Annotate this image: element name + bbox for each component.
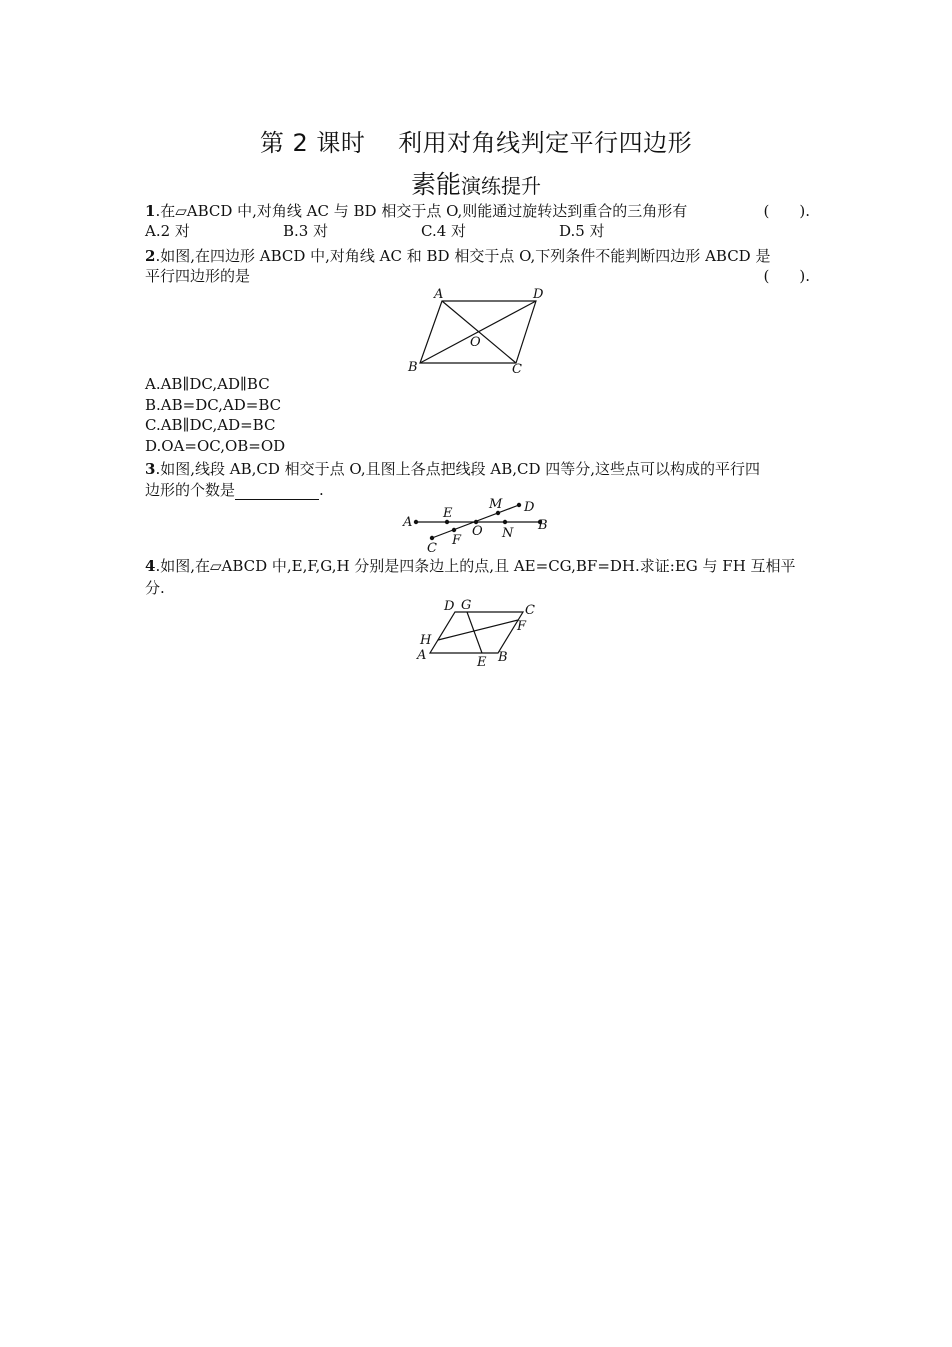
question-2-option-a: A.AB∥DC,AD∥BC [145, 375, 270, 393]
question-2-option-b: B.AB=DC,AD=BC [145, 396, 282, 414]
question-3-figure [400, 495, 560, 555]
question-1-option-d: D.5 对 [559, 222, 605, 240]
question-3-text-line-1: .如图,线段 AB,CD 相交于点 O,且图上各点把线段 AB,CD 四等分,这些点可以构成的平行四 [155, 460, 761, 478]
label-b: B [498, 650, 508, 665]
point-d [517, 503, 521, 507]
question-3-text-line-2: 边形的个数是 [145, 481, 236, 499]
question-2-figure [400, 284, 560, 379]
lesson-title [0, 123, 952, 158]
question-2-stem-line-2 [145, 266, 810, 286]
label-f: F [452, 533, 462, 548]
label-a: A [417, 648, 427, 663]
question-2-answer-paren: ( ). [763, 267, 810, 285]
point-n [503, 520, 507, 524]
question-2-stem-line-1 [145, 246, 810, 266]
question-1-text: .在▱ABCD 中,对角线 AC 与 BD 相交于点 O,则能通过旋转达到重合的三角形有 [155, 202, 688, 220]
question-1-option-c: C.4 对 [421, 222, 467, 240]
question-2-text-line-1: .如图,在四边形 ABCD 中,对角线 AC 和 BD 相交于点 O,下列条件不能判断四边形 ABCD 是 [155, 247, 771, 265]
label-o: O [470, 335, 481, 350]
question-2-option-d: D.OA=OC,OB=OD [145, 437, 286, 455]
question-2-option-c: C.AB∥DC,AD=BC [145, 416, 276, 434]
label-c: C [427, 541, 437, 556]
question-4-stem-line-2: 分. [145, 579, 165, 597]
question-4-text-line-1: .如图,在▱ABCD 中,E,F,G,H 分别是四条边上的点,且 AE=CG,BF=DH.求证:EG 与 FH 互相平 [155, 557, 796, 575]
label-b: B [538, 518, 548, 533]
point-f [452, 528, 456, 532]
label-e: E [477, 655, 487, 670]
label-d: D [524, 500, 535, 515]
point-a [414, 520, 418, 524]
parallelogram-abcd [430, 612, 523, 653]
question-1-option-b: B.3 对 [283, 222, 329, 240]
label-g: G [461, 598, 472, 613]
label-h: H [420, 633, 432, 648]
section-title-big: 素能 [410, 170, 461, 199]
question-1-number: 1 [145, 202, 156, 220]
question-3-answer-blank [235, 483, 319, 500]
segment-fh [438, 620, 518, 640]
label-c: C [512, 362, 522, 377]
question-1-answer-paren: ( ). [763, 202, 810, 220]
lesson-number: 第 2 课时 [259, 129, 366, 157]
label-c: C [525, 603, 535, 618]
question-2-number: 2 [145, 247, 156, 265]
question-3-stem-line-1 [145, 459, 810, 479]
label-n: N [502, 526, 514, 541]
question-1-options [145, 221, 810, 241]
section-title-small: 演练提升 [461, 174, 541, 198]
question-3-end: . [319, 481, 324, 499]
label-o: O [472, 524, 483, 539]
question-1-option-a: A.2 对 [145, 222, 190, 240]
question-4-stem-line-1 [145, 556, 810, 576]
point-c [430, 536, 434, 540]
question-3-number: 3 [145, 460, 156, 478]
question-2-text-line-2: 平行四边形的是 [145, 267, 251, 285]
lesson-topic: 利用对角线判定平行四边形 [398, 129, 693, 157]
label-f: F [517, 619, 527, 634]
question-4-number: 4 [145, 557, 156, 575]
label-b: B [408, 360, 418, 375]
label-e: E [443, 506, 453, 521]
label-a: A [434, 287, 444, 302]
question-4-figure [410, 596, 550, 668]
question-1-stem [145, 201, 810, 221]
label-d: D [533, 287, 544, 302]
label-m: M [489, 497, 503, 512]
label-d: D [444, 599, 455, 614]
label-a: A [403, 515, 413, 530]
section-title [0, 165, 952, 201]
